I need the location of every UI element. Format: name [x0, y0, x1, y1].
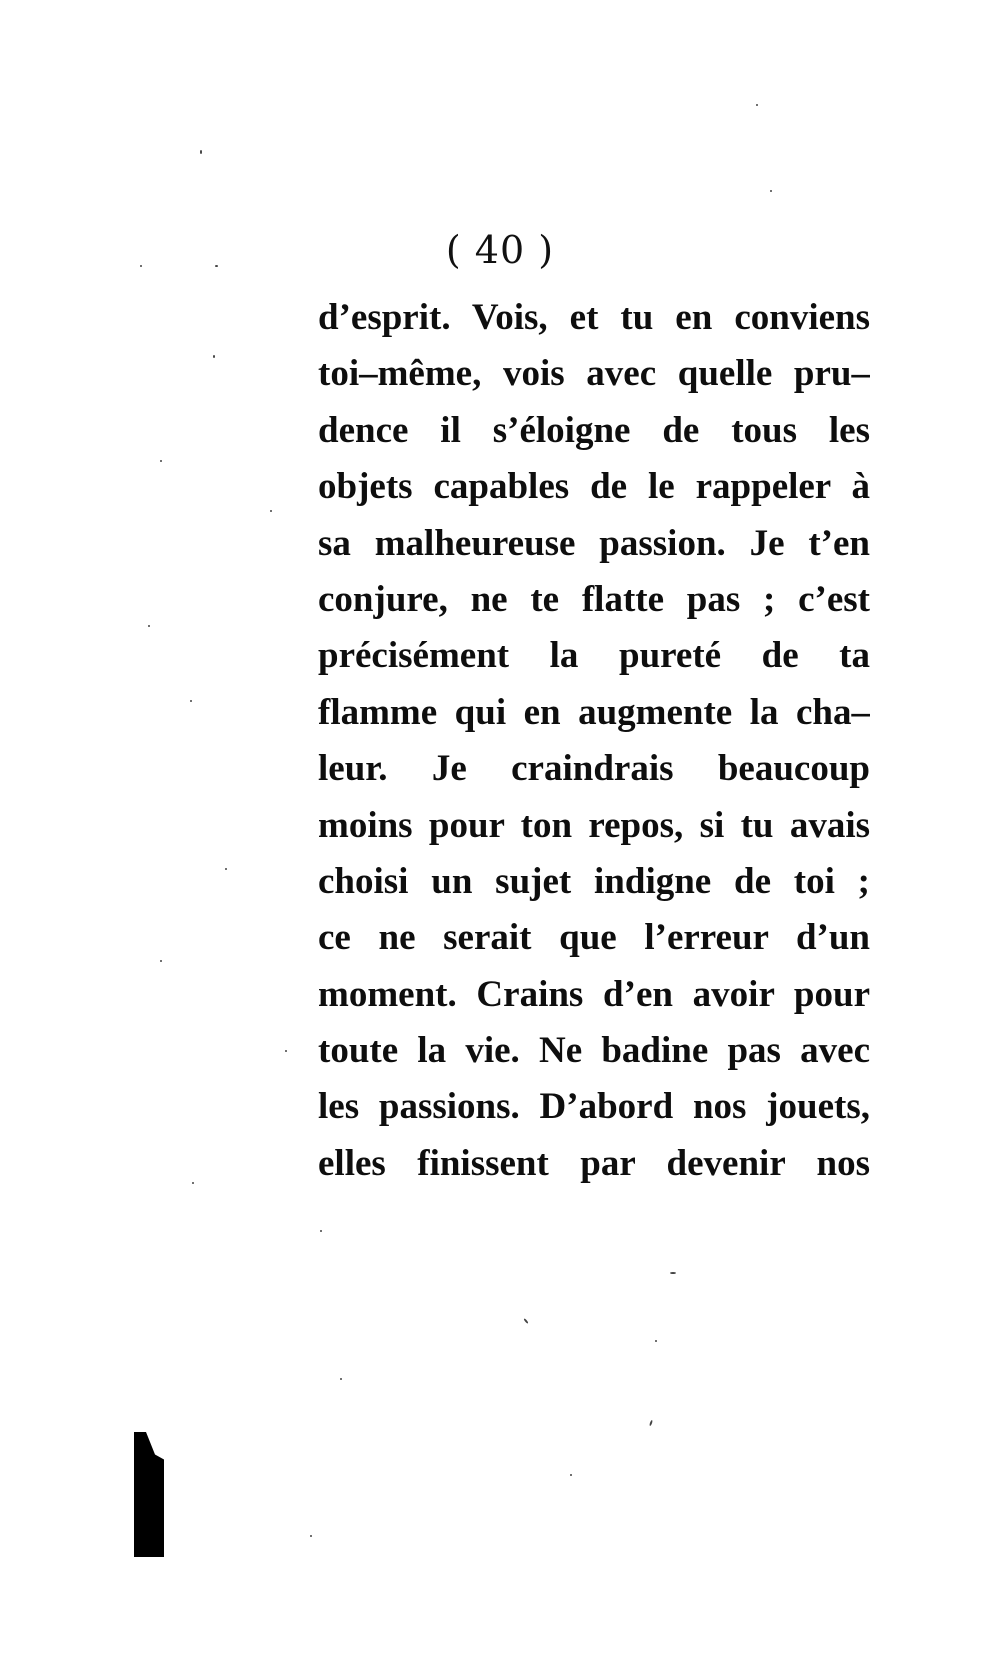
- text-line: moment. Crains d’en avoir pour: [318, 973, 870, 1015]
- text-line: leur. Je craindrais beaucoup: [318, 748, 870, 790]
- text-line: elles finissent par devenir nos: [318, 1142, 870, 1184]
- text-line: toi–même, vois avec quelle pru–: [318, 353, 870, 395]
- text-line: d’esprit. Vois, et tu en conviens: [318, 297, 870, 338]
- text-line: toute la vie. Ne badine pas avec: [318, 1030, 870, 1072]
- text-line: sa malheureuse passion. Je t’en: [318, 522, 870, 564]
- text-line: objets capables de le rappeler à: [318, 466, 870, 508]
- text-line: choisi un sujet indigne de toi ;: [318, 860, 870, 902]
- page-number: ( 40 ): [445, 228, 555, 272]
- text-line: ce ne serait que l’erreur d’un: [318, 917, 870, 959]
- text-line: dence il s’éloigne de tous les: [318, 409, 870, 451]
- text-line: moins pour ton repos, si tu avais: [318, 804, 870, 846]
- text-line: précisément la pureté de ta: [318, 635, 870, 677]
- text-line: les passions. D’abord nos jouets,: [318, 1086, 870, 1128]
- text-line: conjure, ne te flatte pas ; c’est: [318, 578, 870, 620]
- body-text: [318, 290, 870, 1192]
- text-line: flamme qui en augmente la cha–: [318, 691, 870, 733]
- scan-edge-mark: [134, 1432, 164, 1557]
